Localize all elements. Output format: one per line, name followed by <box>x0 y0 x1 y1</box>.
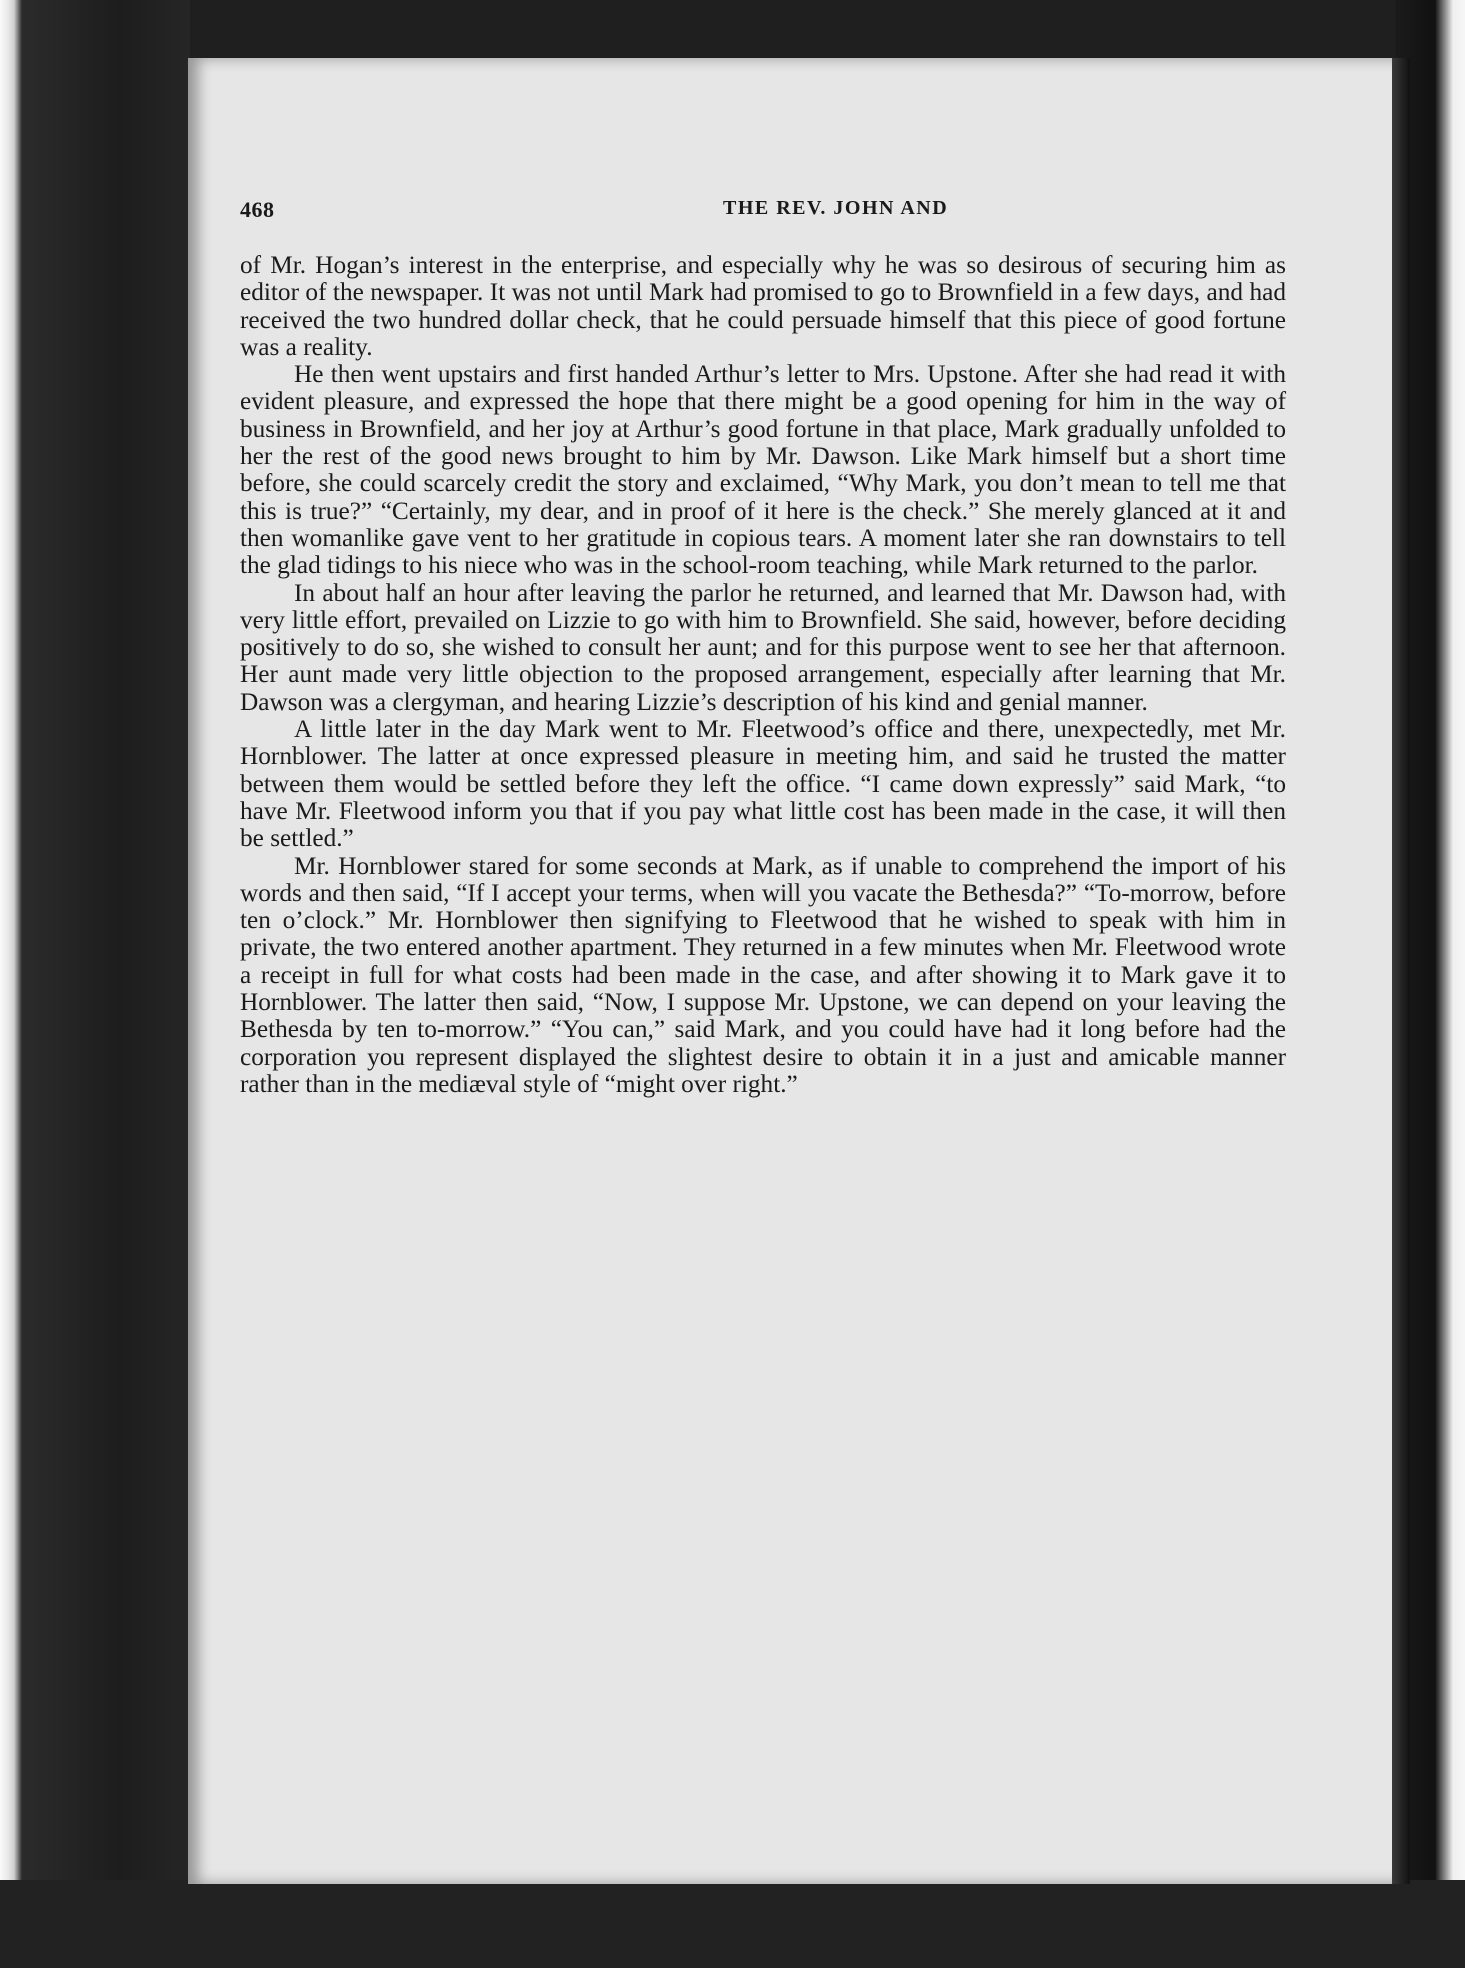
paragraph-4: A little later in the day Mark went to Mr. Fleetwood’s office and there, unexpectedly, met Mr. Hornblower. The latter at once expressed pleasure in meeting him, and said he trusted the matter between them would be settled before they left the office. “I came down expressly” said Mark, “to have Mr. Fleetwood inform you that if you pay what little cost has been made in the case, it will then be settled.” <box>240 715 1286 853</box>
page-number: 468 <box>240 197 275 222</box>
paragraph-5: Mr. Hornblower stared for some seconds at Mark, as if unable to comprehend the import of his words and then said, “If I accept your terms, when will you vacate the Bethesda?” “To-morrow, before ten o’clock.” Mr. Hornblower then signifying to Fleetwood that he wished to speak with him in private, the two entered another apartment. They returned in a few minutes when Mr. Fleetwood wrote a receipt in full for what costs had been made in the case, and after showing it to Mark gave it to Hornblower. The latter then said, “Now, I suppose Mr. Upstone, we can depend on your leaving the Bethesda by ten to-morrow.” “You can,” said Mark, and you could have had it long before had the corporation you represent displayed the slightest desire to obtain it in a just and amicable manner rather than in the mediæval style of “might over right.” <box>240 851 1286 1098</box>
running-head: THE REV. JOHN AND <box>723 197 949 219</box>
scan-border-bottom <box>0 1880 1465 1968</box>
page-binding-shadow <box>1392 58 1410 1884</box>
scan-border-top <box>0 0 1465 62</box>
paragraph-1: of Mr. Hogan’s interest in the enterprise, and especially why he was so desirous of securing him as editor of the newspaper. It was not until Mark had promised to go to Brownfield in a few days, and had received the two hundred dollar check, that he could persuade himself that this piece of good fortune was a reality. <box>240 251 1286 361</box>
scan-border-left <box>0 0 190 1968</box>
body-text <box>240 252 1286 1098</box>
paragraph-2: He then went upstairs and first handed Arthur’s letter to Mrs. Upstone. After she had read it with evident pleasure, and expressed the hope that there might be a good opening for him in the way of business in Brownfield, and her joy at Arthur’s good fortune in that place, Mark gradually unfolded to her the rest of the good news brought to him by Mr. Dawson. Like Mark himself but a short time before, she could scarcely credit the story and exclaimed, “Why Mark, you don’t mean to tell me that this is true?” “Certainly, my dear, and in proof of it here is the check.” She merely glanced at it and then womanlike gave vent to her gratitude in copious tears. A moment later she ran downstairs to tell the glad tidings to his niece who was in the school-room teaching, while Mark returned to the parlor. <box>240 360 1286 580</box>
paragraph-3: In about half an hour after leaving the parlor he returned, and learned that Mr. Dawson had, with very little effort, prevailed on Lizzie to go with him to Brownfield. She said, however, before deciding positively to do so, she wished to consult her aunt; and for this purpose went to see her that afternoon. Her aunt made very little objection to the proposed arrangement, especially after learning that Mr. Dawson was a clergyman, and hearing Lizzie’s description of his kind and genial manner. <box>240 578 1286 716</box>
